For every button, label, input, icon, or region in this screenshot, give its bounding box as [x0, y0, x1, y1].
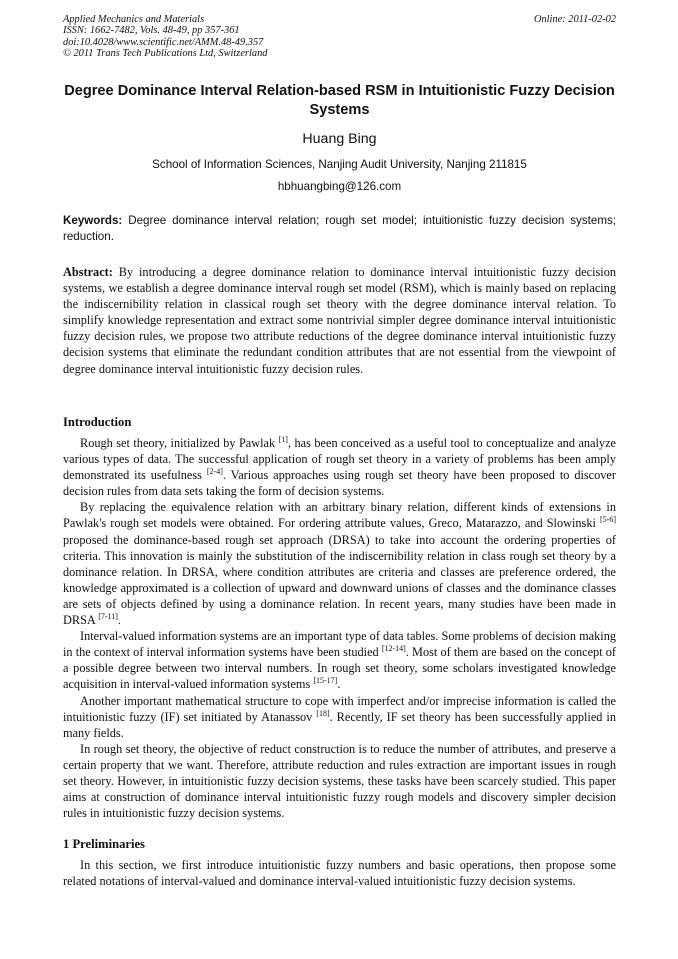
- keywords-block: [63, 213, 616, 245]
- text-run: .: [337, 677, 341, 692]
- text-run: Another important mathematical structure to cope with imperfect and/or imprecise information is called the intuitionistic fuzzy (IF) set initiated by Atanassov: [63, 693, 616, 724]
- text-run: . Various approaches using rough set theory have been proposed to discover decision rules from data sets taking the form of decision systems.: [63, 468, 616, 499]
- doi-line: doi:10.4028/www.scientific.net/AMM.48-49.357: [63, 36, 264, 48]
- intro-paragraph-1: [63, 435, 616, 499]
- paper-title: Degree Dominance Interval Relation-based RSM in Intuitionistic Fuzzy Decision Systems: [64, 83, 615, 118]
- keywords-label: Keywords:: [63, 214, 123, 227]
- preliminaries-body: [63, 857, 616, 889]
- citation: [5-6]: [600, 515, 616, 525]
- citation: [12-14]: [381, 644, 406, 654]
- intro-paragraph-5: In rough set theory, the objective of reduct construction is to reduce the number of attributes, and preserve a certain property that we want. Therefore, attribute reduction and rules extraction are important issues in rough set theory. However, in intuitionistic fuzzy decision systems, these tasks have been scarcely studied. This paper aims at construction of dominance interval intuitionistic fuzzy rough models and discovery simpler decision rules in intuitionistic fuzzy decision systems.: [63, 741, 616, 821]
- author-name: Huang Bing: [302, 131, 377, 147]
- text-run: , has been conceived as a useful tool to conceptualize and analyze various types of data. The successful application of rough set theory in a variety of problems has been amply demonstrated its usefulness: [63, 436, 616, 483]
- citation: [15-17]: [313, 676, 338, 686]
- journal-header: [63, 14, 616, 59]
- introduction-body: [63, 435, 616, 821]
- text-run: By replacing the equivalence relation with an arbitrary binary relation, different kinds of extensions in Pawlak's rough set models were obtained. For ordering attribute values, Greco, Matarazzo, and Slowinski: [63, 500, 616, 531]
- text-run: Interval-valued information systems are an important type of data tables. Some problems of decision making in the context of interval information systems have been studied: [63, 629, 616, 660]
- citation: [1]: [278, 435, 288, 444]
- text-run: proposed the dominance-based rough set approach (DRSA) to take into account the ordering properties of criteria. This innovation is mainly the substitution of the indiscernibility relation in class rough set theory by a dominance relation. In DRSA, where condition attributes are criteria and classes are preference ordered, the knowledge approximated is a collection of upward and downward unions of classes and the dominance classes are sets of objects defined by using a dominance relation. In recent years, many studies have been made in DRSA: [63, 532, 616, 628]
- intro-paragraph-3: [63, 628, 616, 692]
- copyright-line: © 2011 Trans Tech Publications Ltd, Switzerland: [63, 47, 268, 59]
- intro-paragraph-4: [63, 693, 616, 741]
- text-run: . Recently, IF set theory has been successfully applied in many fields.: [63, 709, 616, 740]
- author-email: hbhuangbing@126.com: [277, 180, 402, 193]
- intro-paragraph-2: [63, 499, 616, 628]
- text-run: Rough set theory, initialized by Pawlak: [80, 436, 279, 450]
- text-run: .: [117, 613, 121, 628]
- introduction-heading: Introduction: [63, 415, 132, 429]
- abstract-label: Abstract:: [63, 265, 113, 279]
- citation: [2-4]: [206, 467, 223, 477]
- online-date: Online: 2011-02-02: [533, 14, 616, 25]
- text-run: . Most of them are based on the concept of a possible degree between two interval numbers. In rough set theory, some scholars investigated knowledge acquisition in interval-valued information systems: [63, 645, 616, 692]
- prelim-paragraph-1: In this section, we first introduce intuitionistic fuzzy numbers and basic operations, then propose some related notations of interval-valued and dominance interval-valued intuitionistic fuzzy decision systems.: [63, 858, 616, 889]
- citation: [18]: [316, 708, 330, 718]
- issn-line: ISSN: 1662-7482, Vols. 48-49, pp 357-361: [63, 25, 240, 37]
- abstract-block: [63, 264, 616, 377]
- citation: [7-11]: [98, 612, 118, 622]
- preliminaries-heading: 1 Preliminaries: [63, 837, 145, 851]
- keywords-text: Degree dominance interval relation; rough set model; intuitionistic fuzzy decision systems; reduction.: [63, 214, 616, 243]
- abstract-text: By introducing a degree dominance relation to dominance interval intuitionistic fuzzy decision systems, we establish a degree dominance interval rough set model (RSM), which is mainly based on replacing the indiscernibility relation in classical rough set theory with the degree dominance interval relation. To simplify knowledge representation and extract some nontrivial simpler degree dominance interval intuitionistic fuzzy decision rules, we propose two attribute reductions of the degree dominance interval intuitionistic fuzzy decision systems that eliminate the redundant condition attributes that are not essential from the viewpoint of degree dominance interval intuitionistic fuzzy decision rules.: [63, 265, 616, 376]
- journal-name: Applied Mechanics and Materials: [63, 14, 205, 25]
- author-affiliation: School of Information Sciences, Nanjing Audit University, Nanjing 211815: [152, 158, 527, 171]
